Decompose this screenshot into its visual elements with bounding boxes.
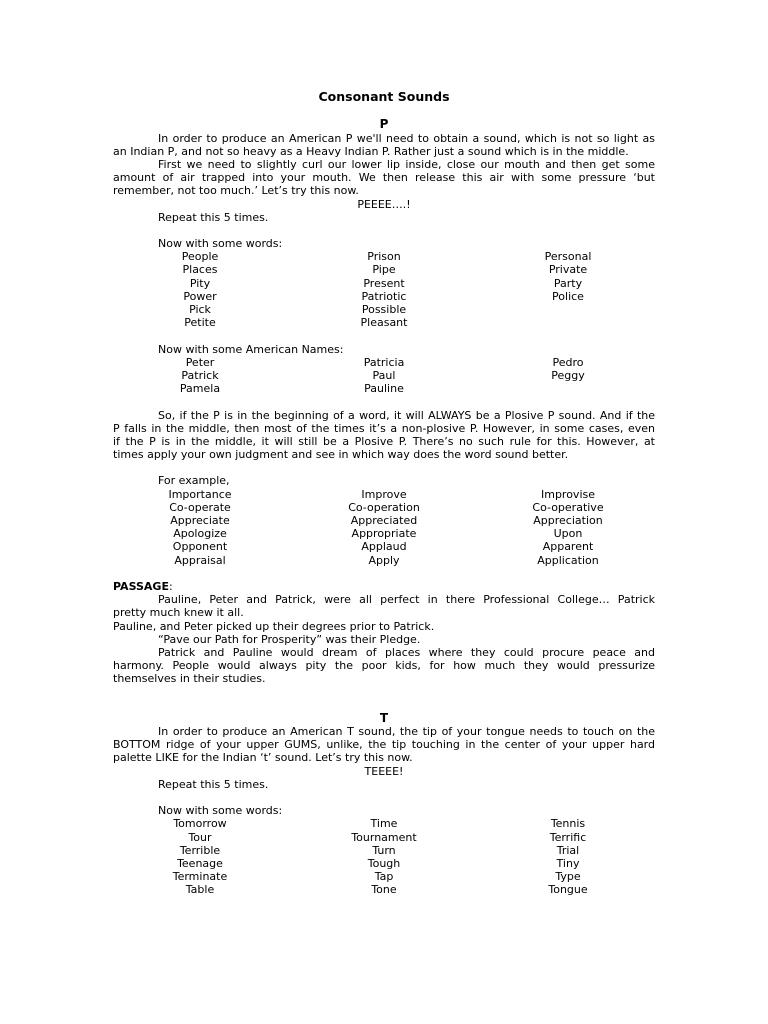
word-cell: Tiny [556, 856, 580, 870]
word-cell: Patriotic [361, 289, 407, 303]
names-table [113, 356, 655, 396]
word-cell: Time [370, 817, 398, 831]
passage-colon: : [168, 579, 173, 593]
spacer [113, 699, 655, 712]
word-cell: Type [555, 870, 581, 884]
word-cell: Terminate [172, 870, 228, 884]
word-cell: Police [552, 289, 584, 303]
word-cell: Power [183, 289, 217, 303]
word-table-row [113, 883, 655, 896]
passage-line: harmony. People would always pity the poor kids, for how much they would pressurize [113, 659, 655, 673]
word-cell: Co-operation [348, 500, 420, 514]
paragraph-line: BOTTOM ridge of your upper GUMS, unlike, the tip touching in the center of your upper hard [113, 738, 655, 752]
word-cell: Trial [556, 843, 580, 857]
example-table-row [113, 540, 655, 553]
word-table [113, 817, 655, 896]
word-cell: Places [182, 263, 218, 277]
word-table-row [113, 290, 655, 303]
spacer [113, 329, 655, 342]
repeat-instruction: Repeat this 5 times. [158, 210, 269, 224]
word-cell: Personal [544, 250, 592, 264]
sound-prompt: TEEEE! [364, 764, 404, 778]
word-cell: Tongue [548, 883, 588, 897]
word-cell: Tournament [351, 830, 417, 844]
spacer [113, 395, 655, 408]
word-cell: Appreciation [533, 514, 603, 528]
passage-heading [113, 580, 655, 593]
word-cell: Appreciate [170, 514, 230, 528]
word-cell: Terrific [549, 830, 587, 844]
word-cell: Tough [367, 856, 401, 870]
word-table-row [113, 870, 655, 883]
word-cell: Apologize [173, 527, 227, 541]
section-heading-t: T [379, 710, 389, 725]
example-table-row [113, 501, 655, 514]
word-table-row [113, 831, 655, 844]
spacer [113, 461, 655, 474]
word-cell: Pleasant [360, 316, 408, 330]
example-table [113, 488, 655, 567]
word-cell: Appreciated [350, 514, 418, 528]
word-cell: Pick [189, 303, 211, 317]
word-cell: Party [553, 276, 583, 290]
name-cell: Pedro [552, 355, 584, 369]
word-cell: Tone [371, 883, 397, 897]
name-cell: Pauline [364, 382, 404, 396]
page-title: Consonant Sounds [318, 89, 450, 104]
word-cell: Pipe [372, 263, 396, 277]
spacer [113, 685, 655, 698]
word-cell: Table [185, 883, 215, 897]
word-cell: Tomorrow [173, 817, 227, 831]
word-cell: Application [537, 553, 599, 567]
word-cell: People [181, 250, 219, 264]
word-cell: Tour [188, 830, 212, 844]
word-table [113, 250, 655, 329]
passage-label: PASSAGE [113, 579, 169, 593]
word-table-row [113, 263, 655, 276]
names-table-row [113, 369, 655, 382]
word-cell: Petite [184, 316, 216, 330]
word-table-row [113, 857, 655, 870]
word-table-row [113, 250, 655, 263]
word-cell: Improvise [540, 487, 596, 501]
names-label: Now with some American Names: [158, 342, 344, 356]
word-cell: Pity [189, 276, 211, 290]
word-cell: Tap [374, 870, 394, 884]
word-cell: Upon [553, 527, 583, 541]
word-cell: Turn [372, 843, 396, 857]
name-cell: Peggy [551, 368, 585, 382]
section-heading-p: P [379, 117, 389, 132]
repeat-instruction: Repeat this 5 times. [158, 777, 269, 791]
example-label: For example, [158, 474, 230, 488]
word-cell: Teenage [177, 856, 223, 870]
paragraph-line: remember, not too much.’ Let’s try this now. [113, 184, 359, 198]
word-cell: Improve [361, 487, 407, 501]
example-table-row [113, 554, 655, 567]
word-table-row [113, 303, 655, 316]
word-cell: Appraisal [174, 553, 226, 567]
sound-prompt: PEEEE….! [357, 197, 411, 211]
word-cell: Prison [367, 250, 401, 264]
document-page [113, 89, 655, 896]
paragraph-line: if the P is in the middle, it will still be a Plosive P. There’s no such rule for this. However, at [113, 434, 655, 448]
word-cell: Apply [368, 553, 400, 567]
spacer [113, 567, 655, 580]
passage [113, 580, 655, 686]
paragraph-line: In order to produce an American T sound, the tip of your tongue needs to touch on the [158, 725, 655, 739]
names-table-row [113, 382, 655, 395]
section-t [113, 712, 655, 897]
paragraph-line: an Indian P, and not so heavy as a Heavy Indian P. Rather just a sound which is in the middle. [113, 144, 629, 158]
passage-line: Pauline, and Peter picked up their degrees prior to Patrick. [113, 619, 435, 633]
names-table-row [113, 356, 655, 369]
example-table-row [113, 514, 655, 527]
name-cell: Peter [185, 355, 215, 369]
word-cell: Co-operate [169, 500, 231, 514]
paragraph-line: In order to produce an American P we'll need to obtain a sound, which is not so light as [158, 131, 655, 145]
word-cell: Applaud [361, 540, 407, 554]
word-cell: Importance [168, 487, 232, 501]
paragraph-line: amount of air trapped into your mouth. We then release this air with some pressure ‘but [113, 171, 655, 185]
name-cell: Patrick [181, 368, 219, 382]
paragraph-line: So, if the P is in the beginning of a word, it will ALWAYS be a Plosive P sound. And if the [158, 408, 655, 422]
paragraph-line: First we need to slightly curl our lower lip inside, close our mouth and then get some [158, 157, 655, 171]
section-p [113, 118, 655, 711]
word-table-row [113, 277, 655, 290]
paragraph-line: times apply your own judgment and see in which way does the word sound better. [113, 448, 569, 462]
example-table-row [113, 488, 655, 501]
passage-line: themselves in their studies. [113, 672, 266, 686]
words-label: Now with some words: [158, 804, 283, 818]
word-cell: Present [363, 276, 405, 290]
word-cell: Apparent [542, 540, 594, 554]
name-cell: Pamela [179, 382, 221, 396]
name-cell: Patricia [363, 355, 405, 369]
word-cell: Possible [361, 303, 407, 317]
passage-line: Pauline, Peter and Patrick, were all perfect in there Professional College… Patrick [158, 593, 655, 607]
spacer [113, 791, 655, 804]
name-cell: Paul [372, 368, 396, 382]
word-cell: Appropriate [351, 527, 417, 541]
passage-line: “Pave our Path for Prosperity” was their Pledge. [158, 632, 421, 646]
passage-line: Patrick and Pauline would dream of places where they could procure peace and [158, 645, 655, 659]
word-table-row [113, 316, 655, 329]
words-label: Now with some words: [158, 237, 283, 251]
word-table-row [113, 844, 655, 857]
word-table-row [113, 817, 655, 830]
word-cell: Private [548, 263, 588, 277]
word-cell: Opponent [172, 540, 228, 554]
paragraph-line: palette LIKE for the Indian ‘t’ sound. Let’s try this now. [113, 751, 413, 765]
paragraph-line: P falls in the middle, then most of the times it’s a non-plosive P. However, in some cases, even [113, 421, 655, 435]
passage-line: pretty much knew it all. [113, 606, 244, 620]
spacer [113, 224, 655, 237]
word-cell: Terrible [179, 843, 221, 857]
example-table-row [113, 527, 655, 540]
word-cell: Co-operative [532, 500, 604, 514]
word-cell: Tennis [550, 817, 586, 831]
